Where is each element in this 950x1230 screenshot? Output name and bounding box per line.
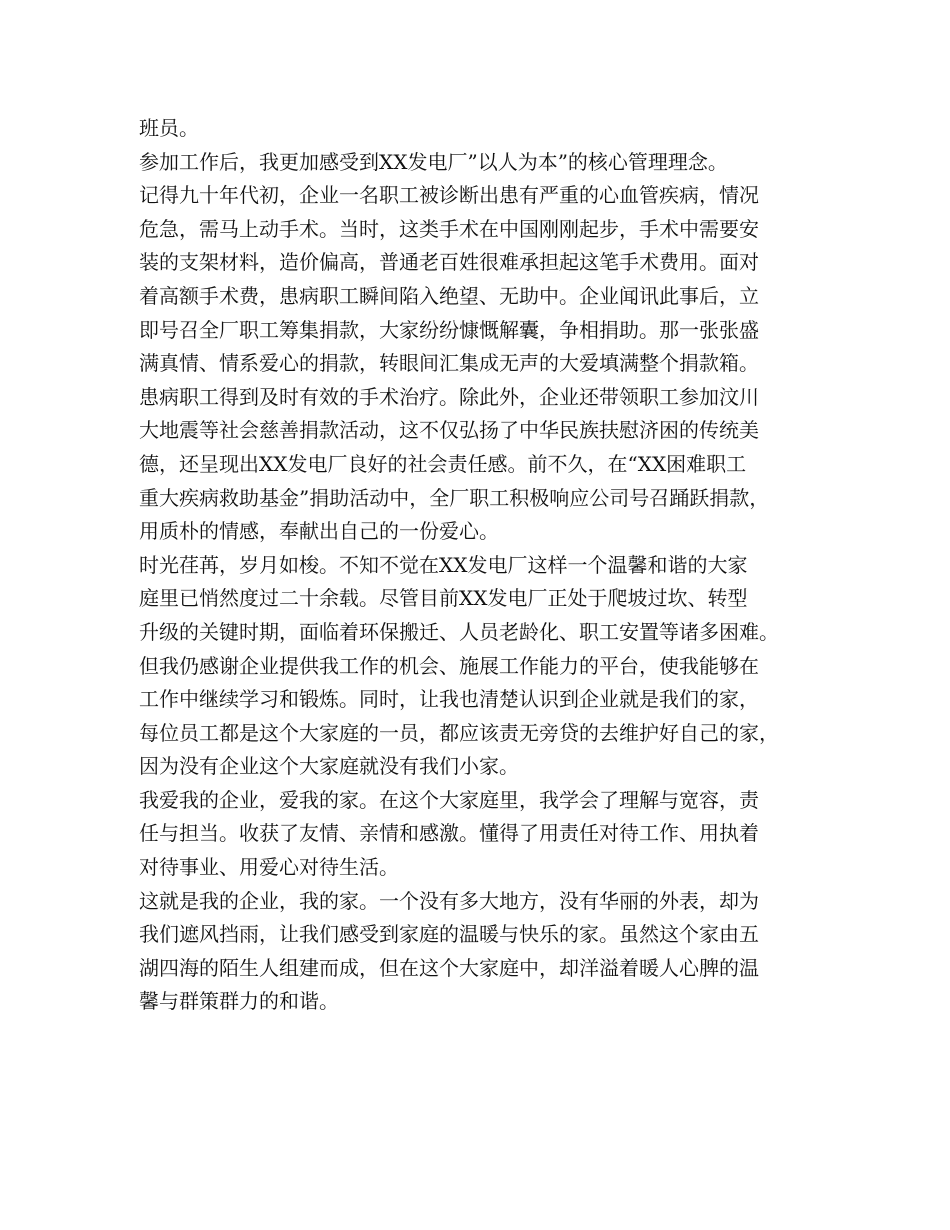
text-line: 升级的关键时期，面临着环保搬迁、人员老龄化、职工安置等诸多困难。 bbox=[139, 619, 779, 644]
text-line: 着高额手术费，患病职工瞬间陷入绝望、无助中。企业闻讯此事后，立 bbox=[139, 283, 759, 308]
text-line: 重大疾病救助基金”捐助活动中，全厂职工积极响应公司号召踊跃捐款， bbox=[139, 485, 770, 510]
text-line: 每位员工都是这个大家庭的一员，都应该责无旁贷的去维护好自己的家， bbox=[139, 720, 779, 745]
text-line: 对待事业、用爱心对待生活。 bbox=[139, 855, 399, 880]
text-line: 工作中继续学习和锻炼。同时，让我也清楚认识到企业就是我们的家， bbox=[139, 687, 759, 712]
text-line: 但我仍感谢企业提供我工作的机会、施展工作能力的平台，使我能够在 bbox=[139, 653, 759, 678]
text-line: 德，还呈现出XX发电厂良好的社会责任感。前不久，在“XX困难职工 bbox=[139, 451, 747, 476]
text-line: 这就是我的企业，我的家。一个没有多大地方，没有华丽的外表，却为 bbox=[139, 888, 759, 913]
text-line: 庭里已悄然度过二十余载。尽管目前XX发电厂正处于爬坡过坎、转型 bbox=[139, 586, 748, 611]
text-line: 任与担当。收获了友情、亲情和感激。懂得了用责任对待工作、用执着 bbox=[139, 821, 759, 846]
document-body bbox=[139, 112, 829, 1019]
text-line: 用质朴的情感，奉献出自己的一份爱心。 bbox=[139, 519, 499, 544]
text-line: 记得九十年代初，企业一名职工被诊断出患有严重的心血管疾病，情况 bbox=[139, 183, 759, 208]
text-line: 大地震等社会慈善捐款活动，这不仅弘扬了中华民族扶慰济困的传统美 bbox=[139, 418, 759, 443]
text-line: 参加工作后，我更加感受到XX发电厂”以人为本”的核心管理理念。 bbox=[139, 149, 728, 174]
text-line: 时光荏苒，岁月如梭。不知不觉在XX发电厂这样一个温馨和谐的大家 bbox=[139, 552, 748, 577]
text-line: 满真情、情系爱心的捐款，转眼间汇集成无声的大爱填满整个捐款箱。 bbox=[139, 351, 759, 376]
text-line: 即号召全厂职工筹集捐款，大家纷纷慷慨解囊，争相捐助。那一张张盛 bbox=[139, 317, 759, 342]
text-line: 我们遮风挡雨，让我们感受到家庭的温暖与快乐的家。虽然这个家由五 bbox=[139, 922, 759, 947]
text-line: 我爱我的企业，爱我的家。在这个大家庭里，我学会了理解与宽容，责 bbox=[139, 787, 759, 812]
text-line: 危急，需马上动手术。当时，这类手术在中国刚刚起步，手术中需要安 bbox=[139, 216, 759, 241]
text-line: 湖四海的陌生人组建而成，但在这个大家庭中，却洋溢着暖人心脾的温 bbox=[139, 955, 759, 980]
text-line: 馨与群策群力的和谐。 bbox=[139, 989, 339, 1014]
text-line: 患病职工得到及时有效的手术治疗。除此外，企业还带领职工参加汶川 bbox=[139, 384, 759, 409]
text-line: 装的支架材料，造价偏高，普通老百姓很难承担起这笔手术费用。面对 bbox=[139, 250, 759, 275]
text-line: 因为没有企业这个大家庭就没有我们小家。 bbox=[139, 754, 519, 779]
text-line: 班员。 bbox=[139, 116, 199, 140]
